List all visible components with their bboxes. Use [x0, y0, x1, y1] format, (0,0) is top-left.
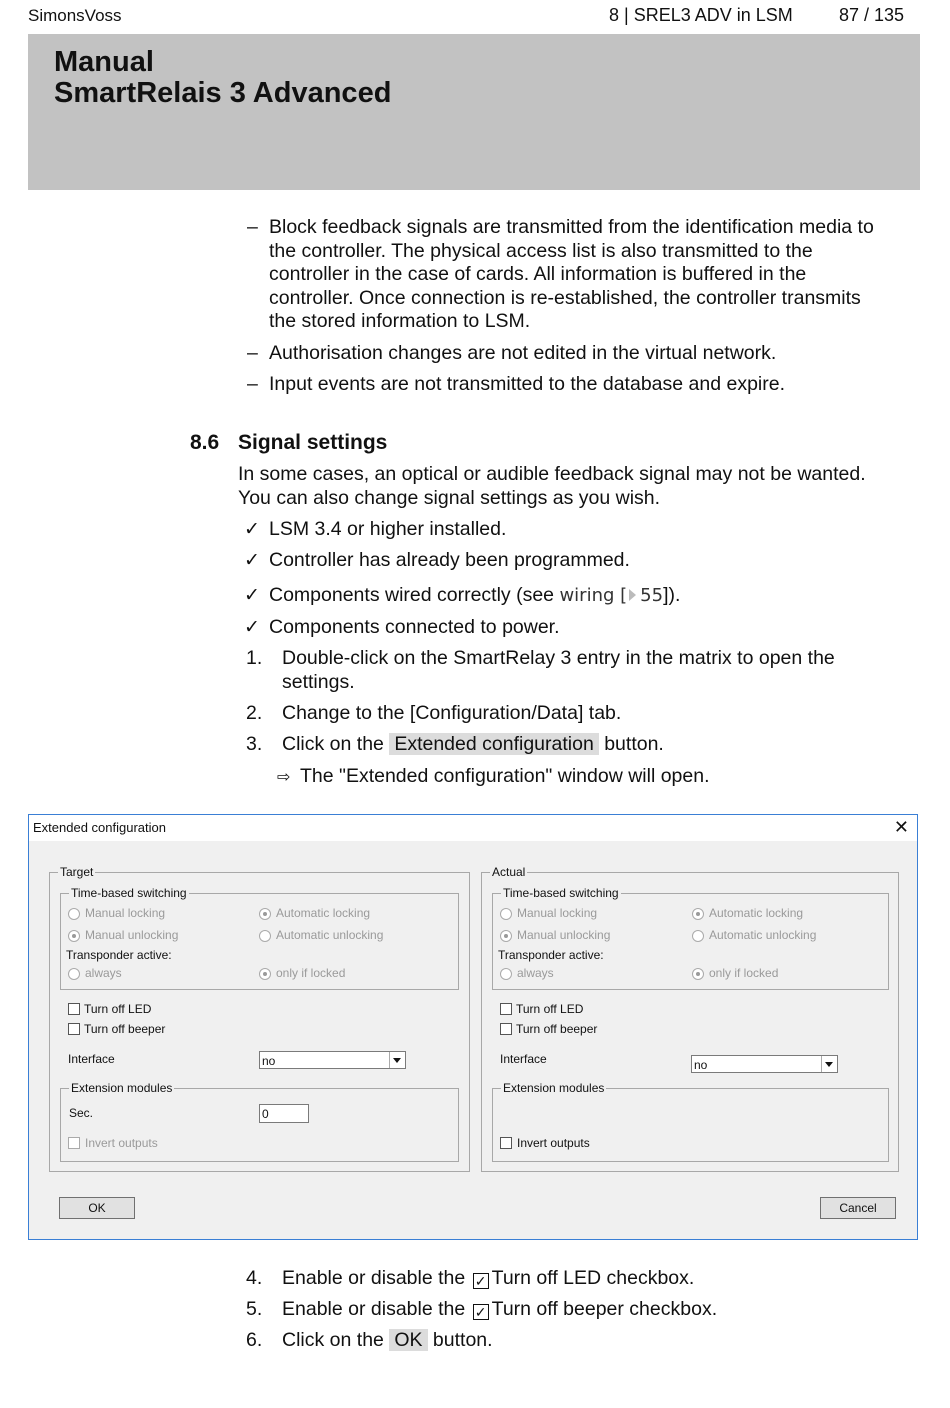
step-result: The "Extended configuration" window will open.: [300, 765, 710, 787]
automatic-locking-label: Automatic locking: [709, 906, 804, 920]
time-switching-label: Time-based switching: [71, 886, 187, 900]
automatic-unlocking-label: Automatic unlocking: [276, 928, 384, 942]
result-arrow-icon: ⇨: [277, 767, 291, 786]
step-number: 6.: [246, 1329, 263, 1351]
wiring-page-ref[interactable]: 55: [640, 585, 664, 606]
interface-select[interactable]: [691, 1055, 838, 1073]
interface-value: no: [694, 1058, 708, 1072]
bullet-item: Input events are not transmitted to the database and expire.: [269, 373, 785, 395]
interface-label: Interface: [500, 1052, 547, 1066]
chevron-down-icon[interactable]: [389, 1052, 405, 1068]
target-time-switching-group: [60, 886, 459, 990]
manual-unlocking-label: Manual unlocking: [85, 928, 179, 942]
bullet-item: [269, 216, 874, 334]
intro-line: In some cases, an optical or audible feedback signal may not be wanted.: [238, 463, 866, 485]
time-switching-label: Time-based switching: [503, 886, 619, 900]
always-radio[interactable]: [68, 968, 80, 980]
invert-outputs-label: Invert outputs: [517, 1136, 590, 1150]
sec-input[interactable]: [259, 1104, 309, 1123]
bullet-list: [0, 216, 950, 406]
interface-select[interactable]: [259, 1051, 406, 1069]
step-text: [282, 1267, 694, 1291]
manual-unlocking-radio[interactable]: [68, 930, 80, 942]
step-text-after: button.: [598, 733, 664, 755]
invert-outputs-label: Invert outputs: [85, 1136, 158, 1150]
step-text-after: Turn off beeper checkbox.: [491, 1298, 718, 1320]
extension-modules-label: Extension modules: [503, 1081, 605, 1095]
interface-value: no: [262, 1054, 276, 1068]
automatic-unlocking-radio[interactable]: [692, 930, 704, 942]
step-text-before: Click on the: [282, 733, 390, 755]
turn-off-led-label: Turn off LED: [84, 1002, 152, 1016]
invert-outputs-checkbox[interactable]: [68, 1137, 80, 1149]
bullet-line: the stored information to LSM.: [269, 310, 531, 332]
step-number: 2.: [246, 702, 263, 724]
dialog-titlebar: [29, 815, 917, 841]
step-number: 5.: [246, 1298, 263, 1320]
section-number: 8.6: [190, 431, 220, 454]
bullet-line: Block feedback signals are transmitted from the identification media to: [269, 216, 874, 238]
section-title: Signal settings: [238, 431, 388, 454]
check-icon: ✓: [244, 550, 260, 571]
step-line: Double-click on the SmartRelay 3 entry in the matrix to open the: [282, 647, 835, 669]
actual-group: [481, 865, 899, 1172]
cancel-button[interactable]: Cancel: [820, 1197, 896, 1219]
triangle-right-icon: [629, 589, 636, 601]
bullet-marker: –: [247, 342, 258, 364]
automatic-locking-label: Automatic locking: [276, 906, 371, 920]
step-text: Change to the [Configuration/Data] tab.: [282, 702, 622, 724]
steps-list: [0, 647, 950, 792]
steps-list-continued: [0, 1267, 950, 1357]
step-text-before: Enable or disable the: [282, 1267, 471, 1289]
step-number: 1.: [246, 647, 263, 669]
check-icon: ✓: [244, 519, 260, 540]
step-text-after: Turn off LED checkbox.: [491, 1267, 695, 1289]
step-text-before: Enable or disable the: [282, 1298, 471, 1320]
only-if-locked-radio[interactable]: [692, 968, 704, 980]
always-radio[interactable]: [500, 968, 512, 980]
turn-off-beeper-checkbox[interactable]: [500, 1023, 512, 1035]
turn-off-led-checkbox[interactable]: [500, 1003, 512, 1015]
interface-label: Interface: [68, 1052, 115, 1066]
always-label: always: [517, 966, 554, 980]
turn-off-beeper-label: Turn off beeper: [516, 1022, 598, 1036]
section-reference: 8 | SREL3 ADV in LSM: [609, 5, 793, 25]
checked-checkbox-icon: ✓: [473, 1304, 489, 1320]
transponder-active-label: Transponder active:: [498, 948, 604, 962]
prerequisite-item: LSM 3.4 or higher installed.: [269, 518, 507, 540]
step-text: [282, 647, 835, 694]
target-group: [49, 865, 470, 1172]
sec-value: 0: [262, 1107, 269, 1121]
wiring-link[interactable]: wiring [: [559, 585, 628, 606]
bullet-line: controller. Once connection is re-established, the controller transmits: [269, 286, 861, 309]
manual-locking-label: Manual locking: [517, 906, 598, 920]
sec-label: Sec.: [69, 1106, 94, 1120]
turn-off-led-checkbox[interactable]: [68, 1003, 80, 1015]
manual-locking-label: Manual locking: [85, 906, 166, 920]
turn-off-beeper-label: Turn off beeper: [84, 1022, 166, 1036]
automatic-unlocking-label: Automatic unlocking: [709, 928, 817, 942]
manual-unlocking-label: Manual unlocking: [517, 928, 611, 942]
step-text-after: button.: [427, 1329, 493, 1351]
step-line: settings.: [282, 670, 355, 693]
bullet-line: the controller. The physical access list is also transmitted to the: [269, 239, 813, 262]
manual-unlocking-radio[interactable]: [500, 930, 512, 942]
bullet-marker: –: [247, 373, 258, 395]
only-if-locked-label: only if locked: [276, 966, 346, 980]
transponder-active-label: Transponder active:: [66, 948, 172, 962]
step-text: [282, 1329, 493, 1353]
target-extension-modules-group: [60, 1081, 459, 1162]
prerequisite-item: Components connected to power.: [269, 616, 560, 638]
check-icon: ✓: [244, 617, 260, 638]
turn-off-led-label: Turn off LED: [516, 1002, 584, 1016]
check-icon: ✓: [244, 585, 260, 606]
brand-name: SimonsVoss: [28, 6, 122, 25]
actual-extension-modules-group: [492, 1081, 889, 1162]
actual-time-switching-group: [492, 886, 889, 990]
bullet-item: Authorisation changes are not edited in the virtual network.: [269, 342, 777, 364]
actual-group-label: Actual: [492, 865, 526, 879]
invert-outputs-checkbox[interactable]: [500, 1137, 512, 1149]
manual-locking-radio[interactable]: [500, 908, 512, 920]
step-number: 3.: [246, 733, 263, 755]
chevron-down-icon[interactable]: [821, 1056, 837, 1072]
bullet-line: controller in the case of cards. All information is buffered in the: [269, 263, 807, 285]
prerequisite-item: [269, 584, 680, 608]
always-label: always: [85, 966, 122, 980]
ok-label: OK: [389, 1329, 427, 1351]
step-text: [282, 733, 664, 757]
product-title: SmartRelais 3 Advanced: [54, 77, 392, 109]
step-text-before: Click on the: [282, 1329, 390, 1351]
close-icon[interactable]: ✕: [893, 817, 909, 837]
dialog-title: Extended configuration: [33, 820, 166, 835]
checked-checkbox-icon: ✓: [473, 1273, 489, 1289]
intro-line: You can also change signal settings as you wish.: [238, 486, 661, 509]
manual-title: Manual: [54, 46, 154, 78]
prerequisite-item: Controller has already been programmed.: [269, 549, 630, 571]
ok-button[interactable]: OK: [59, 1197, 135, 1219]
manual-locking-radio[interactable]: [68, 908, 80, 920]
step-number: 4.: [246, 1267, 263, 1289]
page-number: 87 / 135: [839, 5, 905, 25]
section-intro: [238, 463, 866, 510]
title-banner: [28, 34, 920, 190]
extension-modules-label: Extension modules: [71, 1081, 173, 1095]
automatic-locking-radio[interactable]: [259, 908, 271, 920]
automatic-unlocking-radio[interactable]: [259, 930, 271, 942]
wiring-text: Components wired correctly (see: [269, 584, 560, 606]
turn-off-beeper-checkbox[interactable]: [68, 1023, 80, 1035]
automatic-locking-radio[interactable]: [692, 908, 704, 920]
prerequisite-list: [0, 518, 950, 643]
extended-configuration-dialog: [28, 814, 918, 1240]
step-text: [282, 1298, 717, 1322]
target-group-label: Target: [60, 865, 94, 879]
extended-configuration-label: Extended configuration: [389, 733, 598, 755]
bullet-marker: –: [247, 216, 258, 238]
only-if-locked-label: only if locked: [709, 966, 779, 980]
wiring-text-end: ]).: [663, 584, 681, 606]
only-if-locked-radio[interactable]: [259, 968, 271, 980]
